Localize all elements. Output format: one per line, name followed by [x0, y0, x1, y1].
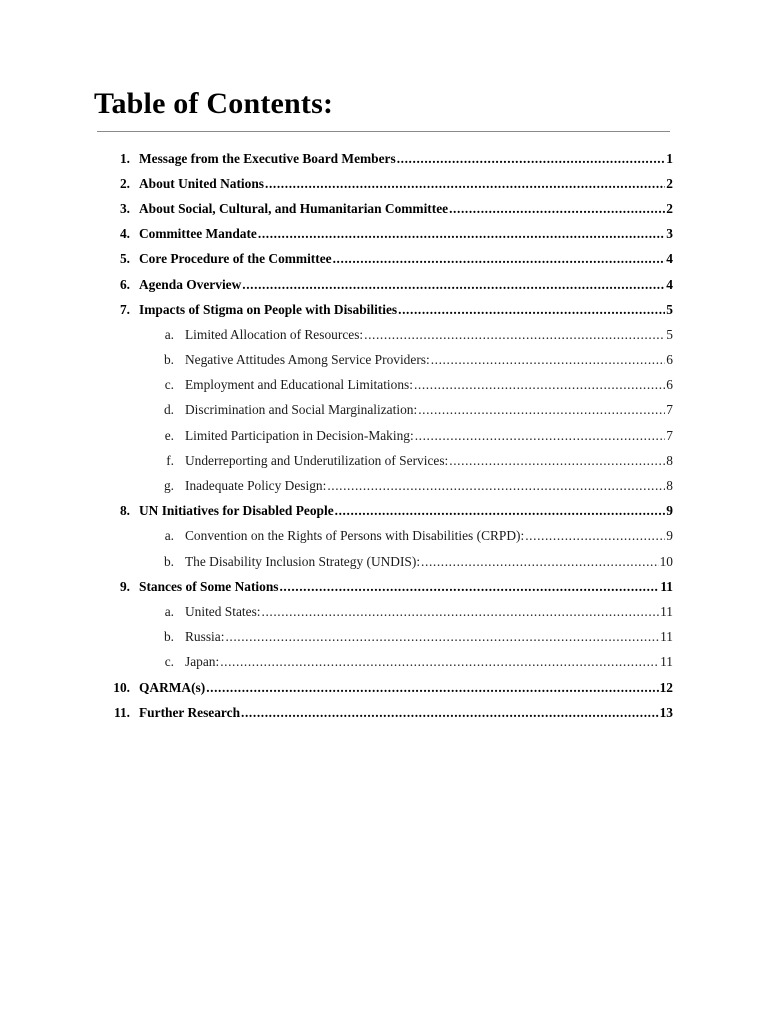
toc-entry-number: a.	[164, 603, 174, 619]
toc-entry-number: c.	[164, 377, 174, 393]
toc-entry-number: g.	[163, 478, 174, 494]
toc-subentry[interactable]	[0, 473, 768, 498]
toc-entry-label: Limited Participation in Decision-Making:	[185, 427, 414, 443]
dot-leader	[431, 352, 666, 368]
dot-leader	[415, 428, 666, 444]
toc-entry-page-number: 4	[666, 276, 673, 292]
toc-subentry[interactable]	[0, 625, 768, 650]
dot-leader	[333, 251, 666, 267]
toc-entry-number: 10.	[113, 679, 130, 695]
toc-entry-page-number: 11	[660, 578, 673, 594]
toc-subentry[interactable]	[0, 650, 768, 675]
toc-entry-label: Inadequate Policy Design:	[185, 478, 327, 494]
toc-entry-line	[139, 176, 673, 192]
dot-leader	[449, 453, 665, 469]
toc-entry-label: Agenda Overview	[139, 276, 242, 292]
toc-entry[interactable]	[0, 146, 768, 171]
toc-entry-page-number: 11	[660, 654, 673, 670]
toc-entry-number: 2.	[119, 175, 130, 191]
dot-leader	[258, 226, 665, 242]
dot-leader	[206, 680, 658, 696]
toc-subentry[interactable]	[0, 322, 768, 347]
toc-entry-label: Core Procedure of the Committee	[139, 251, 332, 267]
toc-entry-line	[185, 352, 673, 368]
toc-entry-label: Impacts of Stigma on People with Disabilities	[139, 301, 398, 317]
dot-leader	[418, 402, 665, 418]
toc-entry-label: Stances of Some Nations	[139, 578, 279, 594]
toc-entry-page-number: 11	[660, 629, 673, 645]
toc-entry-line	[185, 604, 673, 620]
toc-entry-label: UN Initiatives for Disabled People	[139, 503, 334, 519]
toc-entry-line	[185, 377, 673, 393]
toc-entry[interactable]	[0, 222, 768, 247]
toc-entry[interactable]	[0, 574, 768, 599]
dot-leader	[335, 503, 666, 519]
toc-entry[interactable]	[0, 196, 768, 221]
toc-entry-line	[139, 277, 673, 293]
toc-entry-line	[185, 554, 673, 570]
dot-leader	[241, 705, 659, 721]
toc-entry-line	[185, 629, 673, 645]
toc-entry-line	[185, 478, 673, 494]
toc-entry-label: United States:	[185, 603, 261, 619]
toc-entry-page-number: 4	[666, 251, 673, 267]
toc-entry-page-number: 13	[659, 704, 673, 720]
toc-subentry[interactable]	[0, 348, 768, 373]
toc-entry-page-number: 6	[666, 377, 673, 393]
toc-entry[interactable]	[0, 499, 768, 524]
toc-entry-page-number: 9	[666, 503, 673, 519]
toc-entry-number: b.	[163, 629, 174, 645]
toc-entry-page-number: 5	[666, 326, 673, 342]
toc-entry-label: The Disability Inclusion Strategy (UNDIS):	[185, 553, 421, 569]
toc-entry-number: a.	[164, 528, 174, 544]
toc-entry-page-number: 7	[666, 402, 673, 418]
toc-entry-label: Underreporting and Underutilization of Services:	[185, 452, 449, 468]
dot-leader	[449, 201, 665, 217]
toc-entry-page-number: 2	[666, 200, 673, 216]
toc-entry-line	[139, 579, 673, 595]
toc-entry-label: Convention on the Rights of Persons with Disabilities (CRPD):	[185, 528, 525, 544]
toc-entry[interactable]	[0, 272, 768, 297]
toc-entry-number: 4.	[119, 226, 130, 242]
toc-entry-label: Committee Mandate	[139, 226, 257, 242]
toc-entry-label: Message from the Executive Board Members	[139, 150, 396, 166]
toc-entry-page-number: 3	[666, 226, 673, 242]
toc-entry-line	[139, 251, 673, 267]
toc-subentry[interactable]	[0, 549, 768, 574]
dot-leader	[265, 176, 665, 192]
toc-entry-label: Further Research	[139, 704, 241, 720]
toc-entry-line	[139, 680, 673, 696]
toc-entry-page-number: 2	[666, 175, 673, 191]
toc-entry-line	[185, 528, 673, 544]
toc-entry[interactable]	[0, 247, 768, 272]
toc-entry-number: 6.	[119, 276, 130, 292]
toc-entry-page-number: 10	[659, 553, 673, 569]
toc-entry-number: f.	[166, 452, 174, 468]
toc-entry-number: 8.	[119, 503, 130, 519]
toc-entry[interactable]	[0, 700, 768, 725]
toc-entry-number: c.	[164, 654, 174, 670]
dot-leader	[327, 478, 665, 494]
toc-subentry[interactable]	[0, 373, 768, 398]
toc-entry-line	[139, 226, 673, 242]
toc-entry-number: a.	[164, 326, 174, 342]
toc-entry-number: 3.	[119, 200, 130, 216]
toc-entry-label: Negative Attitudes Among Service Providers:	[185, 352, 430, 368]
toc-entry-number: b.	[163, 553, 174, 569]
dot-leader	[397, 151, 666, 167]
toc-entry-number: e.	[164, 427, 174, 443]
toc-entry-page-number: 5	[666, 301, 673, 317]
toc-entry-line	[185, 428, 673, 444]
toc-entry-line	[139, 503, 673, 519]
dot-leader	[225, 629, 659, 645]
toc-entry-page-number: 1	[666, 150, 673, 166]
dot-leader	[364, 327, 665, 343]
dot-leader	[414, 377, 665, 393]
dot-leader	[421, 554, 659, 570]
toc-entry-line	[185, 453, 673, 469]
toc-entry-page-number: 8	[666, 478, 673, 494]
dot-leader	[262, 604, 660, 620]
toc-subentry[interactable]	[0, 448, 768, 473]
toc-entry[interactable]	[0, 171, 768, 196]
toc-subentry[interactable]	[0, 599, 768, 624]
toc-entry-line	[185, 402, 673, 418]
toc-entry-number: 9.	[119, 578, 130, 594]
toc-entry-page-number: 6	[666, 352, 673, 368]
toc-entry-line	[139, 705, 673, 721]
toc-subentry[interactable]	[0, 398, 768, 423]
toc-entry-number: 7.	[119, 301, 130, 317]
dot-leader	[525, 528, 665, 544]
toc-entry-line	[139, 302, 673, 318]
toc-entry-line	[139, 201, 673, 217]
toc-subentry[interactable]	[0, 524, 768, 549]
toc-entry[interactable]	[0, 675, 768, 700]
toc-entry-label: QARMA(s)	[139, 679, 206, 695]
toc-entry-page-number: 7	[666, 427, 673, 443]
page-title: Table of Contents:	[94, 87, 334, 120]
toc-entry-page-number: 8	[666, 452, 673, 468]
dot-leader	[220, 654, 659, 670]
toc-entry-label: Japan:	[185, 654, 220, 670]
toc-entry-line	[185, 327, 673, 343]
toc-entry-label: Discrimination and Social Marginalization:	[185, 402, 418, 418]
dot-leader	[279, 579, 659, 595]
toc-entry-number: b.	[163, 352, 174, 368]
toc-entry[interactable]	[0, 297, 768, 322]
toc-entry-number: d.	[163, 402, 174, 418]
toc-entry-line	[185, 654, 673, 670]
toc-entry-label: Limited Allocation of Resources:	[185, 326, 364, 342]
dot-leader	[242, 277, 665, 293]
title-divider	[97, 131, 670, 132]
toc-list	[0, 146, 768, 725]
toc-entry-label: Employment and Educational Limitations:	[185, 377, 413, 393]
toc-entry-line	[139, 151, 673, 167]
toc-entry-label: About United Nations	[139, 175, 265, 191]
toc-entry-page-number: 12	[659, 679, 673, 695]
toc-entry-page-number: 11	[660, 603, 673, 619]
toc-entry-number: 11.	[114, 704, 130, 720]
toc-entry-number: 5.	[119, 251, 130, 267]
dot-leader	[398, 302, 665, 318]
toc-entry-label: Russia:	[185, 629, 225, 645]
toc-subentry[interactable]	[0, 423, 768, 448]
toc-entry-page-number: 9	[666, 528, 673, 544]
toc-entry-label: About Social, Cultural, and Humanitarian Committee	[139, 200, 449, 216]
toc-entry-number: 1.	[119, 150, 130, 166]
